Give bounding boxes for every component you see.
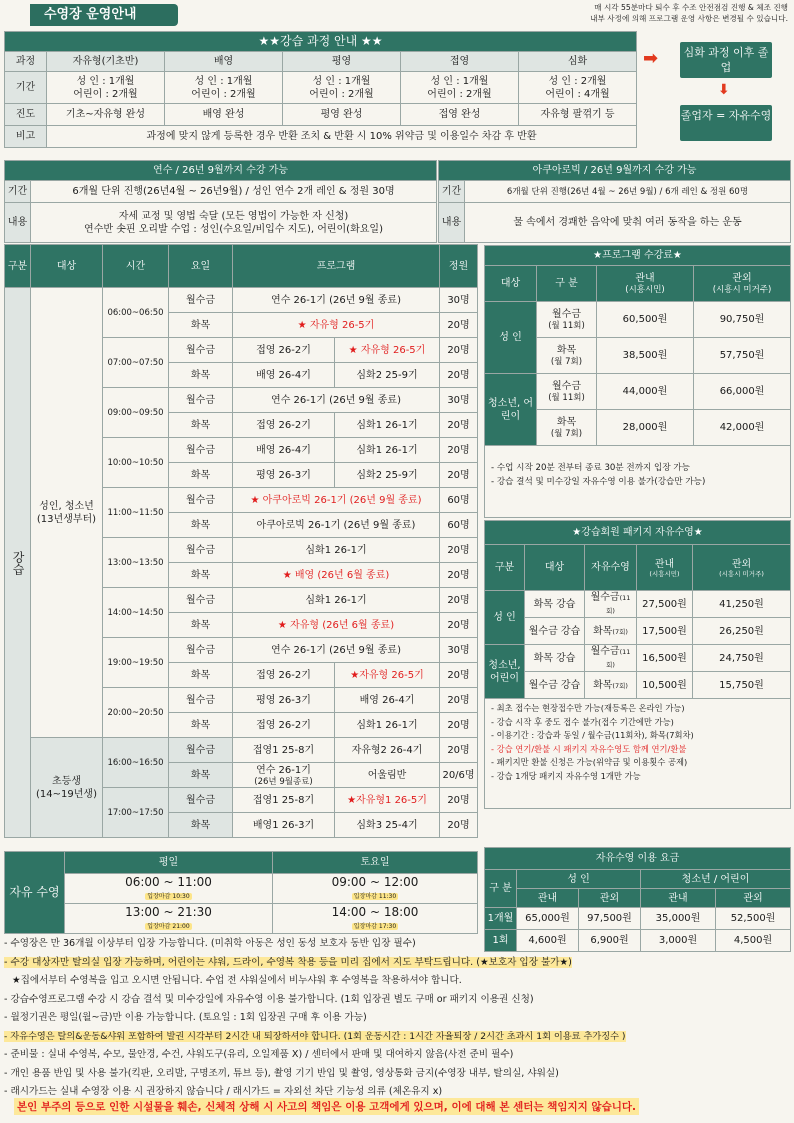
capacity: 20명	[440, 438, 478, 463]
program-name: 배영1 26-3기	[252, 819, 315, 831]
period-child: 어린이 : 2개월	[427, 88, 492, 100]
label: 진도	[5, 104, 47, 126]
program-cell	[233, 813, 335, 838]
fee-value: 44,000원	[597, 374, 694, 410]
time-slot: 14:00~14:50	[103, 588, 169, 638]
col-header: 구 분	[537, 266, 597, 302]
free-fee-title: 자유수영 이용 요금	[485, 848, 791, 870]
program-name: 심화1 26-1기	[305, 544, 367, 556]
period-child: 어린이 : 2개월	[191, 88, 256, 100]
program-cell	[335, 663, 440, 688]
period-adult: 성 인 : 1개월	[430, 75, 489, 87]
target-label: 성인, 청소년 (13년생부터)	[31, 288, 103, 738]
col-header: 관내	[641, 889, 716, 908]
pkg-count: (11회)	[606, 594, 631, 615]
pkg-note: - 강습 연기/환불 시 패키지 자유수영도 함께 연기/환불	[491, 743, 687, 754]
program-name: 심화2 25-9기	[356, 369, 418, 381]
course-period	[283, 72, 401, 104]
capacity: 20명	[440, 538, 478, 563]
fee-value: 4,600원	[517, 930, 579, 952]
col-header: 구분	[485, 545, 525, 591]
note-line: - 수강 대상자만 탈의실 입장 가능하며, 어린이는 샤워, 드라이, 수영복 착용 등을 미리 집에서 지도 부탁드립니다. (★보호자 입장 불가★)	[4, 956, 572, 968]
pkg-count: (11회)	[606, 648, 631, 669]
col-header: 시간	[103, 245, 169, 288]
fee-kind: 월수금	[552, 309, 581, 320]
col-header: 정원	[440, 245, 478, 288]
col-subheader: (시흥시 미거주)	[712, 285, 772, 295]
capacity: 60명	[440, 513, 478, 538]
day-label: 화목	[169, 713, 233, 738]
pkg-note: - 이용기간 : 강습과 동일 / 월수금(11회차), 화목(7회차)	[491, 730, 694, 740]
fee-value: 28,000원	[597, 410, 694, 446]
time-slot: 11:00~11:50	[103, 488, 169, 538]
program-name: 연수 26-1기 (26년 9월 종료)	[271, 294, 401, 306]
program-name: 접영1 25-8기	[252, 794, 315, 806]
note-line: ★집에서부터 수영복을 입고 오시면 안됩니다. 수업 전 샤워실에서 비누샤워 후 수영복을 착용하셔야 합니다.	[12, 975, 462, 986]
col-header: 관외	[579, 889, 641, 908]
period-adult: 성 인 : 1개월	[194, 75, 253, 87]
day-label: 월수금	[169, 588, 233, 613]
free-time: 13:00 ~ 21:30	[125, 904, 212, 919]
fee-sub: (월 7회)	[550, 357, 583, 367]
course-period	[47, 72, 165, 104]
target-label: 성 인	[485, 591, 525, 645]
fee-sub: (월 11회)	[548, 321, 585, 331]
program-cell	[233, 313, 440, 338]
label: 기간	[5, 72, 47, 104]
lesson-content: 연수반 솟핀 오리발 수업 : 성인(수요일/비입수 지도), 어린이(화요일)	[84, 223, 383, 235]
free-swim-table	[4, 851, 478, 934]
program-cell	[335, 788, 440, 813]
capacity: 20명	[440, 663, 478, 688]
course-note: 과정에 맞지 않게 등록한 경우 반환 조치 & 반환 시 10% 위약금 및 이용일수 차감 후 반환	[47, 126, 637, 148]
day-label: 화목	[169, 813, 233, 838]
program-note: (26년 9월종료)	[254, 776, 313, 787]
lesson-info	[4, 160, 437, 243]
pkg-count: (7회)	[612, 681, 628, 690]
program-cell	[335, 813, 440, 838]
pkg-target: 화목 강습	[525, 645, 585, 672]
program-name: ★ 자유형 26-5기	[297, 319, 375, 331]
program-name: 어울림반	[367, 769, 407, 781]
day-label: 화목	[169, 763, 233, 788]
col-header: 자유수영	[585, 545, 637, 591]
day-label: 화목	[169, 463, 233, 488]
program-cell	[233, 763, 335, 788]
aqua-period: 6개월 단위 진행(26년 4월 ~ 26년 9월) / 6개 레인 & 정원 60명	[465, 181, 791, 203]
capacity: 20명	[440, 688, 478, 713]
row-label: 1개월	[485, 908, 517, 930]
capacity: 20명	[440, 313, 478, 338]
fee-table	[484, 245, 791, 518]
pkg-value: 10,500원	[637, 672, 693, 699]
col-header: 청소년 / 어린이	[641, 870, 791, 889]
fee-value: 6,900원	[579, 930, 641, 952]
saturday-header: 토요일	[273, 852, 478, 874]
capacity: 20명	[440, 813, 478, 838]
flow-box-2: 졸업자 = 자유수영	[680, 105, 772, 141]
fee-value: 42,000원	[694, 410, 791, 446]
capacity: 20명	[440, 338, 478, 363]
lesson-content: 자세 교정 및 영법 숙달 (모든 영법이 가능한 자 신청)	[118, 210, 349, 222]
program-name: 접영 26-2기	[256, 669, 311, 681]
program-cell	[233, 513, 440, 538]
schedule-table	[4, 244, 478, 838]
target-label: 초등생 (14~19년생)	[31, 738, 103, 838]
program-cell	[233, 688, 335, 713]
program-name: 평영 26-3기	[256, 694, 311, 706]
period-child: 어린이 : 2개월	[73, 88, 138, 100]
pkg-note: - 강습 시작 후 중도 접수 불가(접수 기간에만 가능)	[491, 716, 674, 727]
program-cell	[233, 488, 440, 513]
day-label: 화목	[169, 663, 233, 688]
program-cell	[335, 463, 440, 488]
package-title: ★강습회원 패키지 자유수영★	[485, 521, 791, 545]
capacity: 20명	[440, 713, 478, 738]
course-progress: 자유형 팔꺾기 등	[519, 104, 637, 126]
note-line: - 개인 용품 반입 및 사용 불가(킥판, 오리발, 구명조끼, 튜브 등), 촬영 기기 반입 및 촬영, 영상통화 금지(수영장 내부, 탈의실, 샤워실)	[4, 1067, 559, 1079]
arrow-right-icon: ➡	[643, 48, 659, 69]
course-progress: 평영 완성	[283, 104, 401, 126]
notice-line-2: 내부 사정에 의해 프로그램 운영 사항은 변경될 수 있습니다.	[590, 14, 788, 23]
flow-box-1: 심화 과정 이후 졸업	[680, 42, 772, 78]
course-name: 심화	[519, 52, 637, 72]
fee-sub: (월 7회)	[550, 429, 583, 439]
pkg-value: 27,500원	[637, 591, 693, 618]
bottom-notes	[4, 935, 784, 1102]
program-cell	[335, 413, 440, 438]
category-label: 강습	[5, 288, 31, 838]
fee-value: 38,500원	[597, 338, 694, 374]
capacity: 20명	[440, 363, 478, 388]
day-label: 월수금	[169, 338, 233, 363]
table-row	[5, 288, 478, 313]
course-progress: 기초~자유형 완성	[47, 104, 165, 126]
note-line: - 강습수영프로그램 수강 시 강습 결석 및 미수강일에 자유수영 이용 불가합니다. (1회 입장권 별도 구매 or 패키지 이용권 신청)	[4, 993, 534, 1005]
day-label: 월수금	[169, 488, 233, 513]
aqua-title: 아쿠아로빅 / 26년 9월까지 수강 가능	[439, 161, 791, 181]
free-time: 09:00 ~ 12:00	[331, 874, 419, 889]
program-cell	[233, 613, 440, 638]
program-name: 배영 26-4기	[359, 694, 415, 706]
fee-sub: (월 11회)	[548, 393, 585, 403]
program-name: 배영 26-4기	[256, 369, 311, 381]
day-label: 화목	[169, 613, 233, 638]
fee-kind: 화목	[556, 417, 577, 428]
fee-value: 97,500원	[579, 908, 641, 930]
pkg-note: - 최초 접수는 현장접수만 가능(재등록은 온라인 가능)	[491, 703, 685, 713]
col-header: 대상	[525, 545, 585, 591]
pkg-target: 월수금 강습	[525, 618, 585, 645]
program-name: ★ 자유형 (26년 6월 종료)	[277, 619, 395, 631]
day-label: 월수금	[169, 538, 233, 563]
note-line: - 준비물 : 실내 수영복, 수모, 물안경, 수건, 샤워도구(유리, 오일제품 X) / 센터에서 판매 및 대여하지 않음(사전 준비 필수)	[4, 1049, 514, 1060]
col-header: 구 분	[485, 870, 517, 908]
capacity: 20명	[440, 788, 478, 813]
free-swim-label: 자유 수영	[5, 852, 65, 934]
col-header: 성 인	[517, 870, 641, 889]
program-name: ★자유형1 26-5기	[347, 794, 427, 806]
capacity: 20명	[440, 413, 478, 438]
pkg-value: 24,750원	[693, 645, 791, 672]
time-slot: 10:00~10:50	[103, 438, 169, 488]
col-header: 관외	[731, 558, 752, 570]
program-name: 접영1 25-8기	[252, 744, 315, 756]
time-slot: 19:00~19:50	[103, 638, 169, 688]
pkg-note: - 패키지만 환불 신청은 가능(위약금 및 이용횟수 공제)	[491, 757, 688, 767]
fee-value: 3,000원	[641, 930, 716, 952]
col-header: 관외	[732, 273, 752, 284]
aqua-content: 물 속에서 경쾌한 음악에 맞춰 여러 동작을 하는 운동	[465, 203, 791, 243]
capacity: 20/6명	[440, 763, 478, 788]
time-slot: 13:00~13:50	[103, 538, 169, 588]
capacity: 20명	[440, 463, 478, 488]
free-time: 14:00 ~ 18:00	[331, 904, 419, 919]
pkg-value: 41,250원	[693, 591, 791, 618]
label: 기간	[439, 181, 465, 203]
free-time: 06:00 ~ 11:00	[125, 874, 212, 889]
day-label: 화목	[169, 563, 233, 588]
course-period	[519, 72, 637, 104]
label: 내용	[5, 203, 31, 243]
day-label: 월수금	[169, 388, 233, 413]
pkg-value: 17,500원	[637, 618, 693, 645]
course-name: 평영	[283, 52, 401, 72]
pkg-free: 화목	[593, 679, 613, 691]
program-name: 심화1 26-1기	[356, 719, 418, 731]
entry-deadline: 입장마감 21:00	[147, 922, 190, 930]
program-name: 접영 26-2기	[256, 719, 311, 731]
table-row	[5, 738, 478, 763]
day-label: 월수금	[169, 638, 233, 663]
fee-note: - 수업 시작 20분 전부터 종료 30분 전까지 입장 가능	[491, 463, 690, 473]
capacity: 30명	[440, 288, 478, 313]
course-name: 자유형(기초반)	[47, 52, 165, 72]
program-cell	[233, 788, 335, 813]
notice-line-1: 매 시각 55분마다 퇴수 후 수조 안전점검 진행 & 체조 진행	[594, 3, 788, 12]
day-label: 화목	[169, 363, 233, 388]
day-label: 화목	[169, 313, 233, 338]
col-subheader: (시흥시민)	[649, 569, 680, 578]
label: 과정	[5, 52, 47, 72]
time-slot: 07:00~07:50	[103, 338, 169, 388]
capacity: 30명	[440, 638, 478, 663]
lesson-period: 6개월 단위 진행(26년4월 ~ 26년9월) / 성인 연수 2개 레인 & 정원 30명	[31, 181, 437, 203]
note-line: - 월정기권은 평일(월~금)만 이용 가능합니다. (토요일 : 1회 입장권 구매 후 이용 가능)	[4, 1012, 367, 1023]
capacity: 20명	[440, 738, 478, 763]
col-header: 관내	[635, 273, 655, 284]
pkg-value: 26,250원	[693, 618, 791, 645]
program-cell	[335, 338, 440, 363]
program-name: 연수 26-1기 (26년 9월 종료)	[271, 644, 401, 656]
pkg-value: 15,750원	[693, 672, 791, 699]
col-header: 대상	[485, 266, 537, 302]
day-label: 월수금	[169, 788, 233, 813]
program-name: 심화2 25-9기	[356, 469, 418, 481]
program-name: 배영 26-4기	[256, 444, 311, 456]
program-name: 심화1 26-1기	[356, 444, 418, 456]
fee-value: 90,750원	[694, 302, 791, 338]
col-subheader: (시흥시 미거주)	[719, 569, 764, 578]
fee-value: 52,500원	[716, 908, 791, 930]
course-progress: 배영 완성	[165, 104, 283, 126]
program-cell	[233, 463, 335, 488]
pkg-free: 월수금	[590, 646, 620, 657]
row-label: 1회	[485, 930, 517, 952]
program-name: 심화1 26-1기	[305, 594, 367, 606]
fee-value: 57,750원	[694, 338, 791, 374]
program-cell	[233, 663, 335, 688]
pkg-value: 16,500원	[637, 645, 693, 672]
program-cell	[335, 713, 440, 738]
col-header: 프로그램	[233, 245, 440, 288]
course-title: ★★강습 과정 안내 ★★	[5, 32, 637, 52]
program-name: 접영 26-2기	[256, 344, 311, 356]
capacity: 20명	[440, 588, 478, 613]
lesson-title: 연수 / 26년 9월까지 수강 가능	[5, 161, 437, 181]
program-cell	[233, 738, 335, 763]
program-name: 아쿠아로빅 26-1기 (26년 9월 종료)	[256, 519, 416, 531]
program-name: 연수 26-1기	[256, 764, 311, 776]
fee-title: ★프로그램 수강료★	[485, 246, 791, 266]
weekday-header: 평일	[65, 852, 273, 874]
program-name: 심화1 26-1기	[356, 419, 418, 431]
program-cell	[335, 763, 440, 788]
capacity: 60명	[440, 488, 478, 513]
note-line: - 래시가드는 실내 수영장 이용 시 권장하지 않습니다 / 래시가드 = 자외선 차단 기능성 의류 (체온유지 x)	[4, 1086, 443, 1097]
col-header: 대상	[31, 245, 103, 288]
entry-deadline: 입장마감 10:30	[147, 892, 190, 900]
package-table	[484, 520, 791, 809]
time-slot: 20:00~20:50	[103, 688, 169, 738]
period-adult: 성 인 : 2개월	[548, 75, 607, 87]
program-name: ★ 자유형 26-5기	[348, 344, 426, 356]
course-progress: 접영 완성	[401, 104, 519, 126]
program-cell	[233, 713, 335, 738]
fee-value: 35,000원	[641, 908, 716, 930]
col-header: 요일	[169, 245, 233, 288]
program-cell	[233, 538, 440, 563]
program-cell	[233, 438, 335, 463]
target-label: 성 인	[485, 302, 537, 374]
day-label: 월수금	[169, 288, 233, 313]
day-label: 월수금	[169, 688, 233, 713]
program-cell	[233, 563, 440, 588]
col-subheader: (시흥시민)	[625, 285, 665, 295]
entry-deadline: 입장마감 11:30	[353, 892, 397, 900]
program-cell	[335, 738, 440, 763]
program-name: ★자유형 26-5기	[350, 669, 424, 681]
day-label: 화목	[169, 513, 233, 538]
fee-kind: 화목	[556, 345, 577, 356]
program-cell	[233, 288, 440, 313]
course-table	[4, 31, 637, 148]
fee-note: - 강습 결석 및 미수강일 자유수영 이용 불가(강습만 가능)	[491, 476, 706, 487]
program-cell	[233, 588, 440, 613]
col-header: 구분	[5, 245, 31, 288]
page-title: 수영장 운영안내	[30, 4, 178, 26]
period-child: 어린이 : 2개월	[309, 88, 374, 100]
fee-value: 65,000원	[517, 908, 579, 930]
course-period	[165, 72, 283, 104]
program-cell	[233, 413, 335, 438]
label: 비고	[5, 126, 47, 148]
fee-value: 4,500원	[716, 930, 791, 952]
program-cell	[335, 363, 440, 388]
col-header: 관내	[654, 558, 675, 570]
pkg-target: 화목 강습	[525, 591, 585, 618]
time-slot: 17:00~17:50	[103, 788, 169, 838]
program-cell	[335, 438, 440, 463]
course-period	[401, 72, 519, 104]
pkg-count: (7회)	[612, 627, 628, 636]
capacity: 20명	[440, 563, 478, 588]
fee-kind: 월수금	[552, 381, 581, 392]
program-cell	[233, 388, 440, 413]
capacity: 20명	[440, 613, 478, 638]
period-adult: 성 인 : 1개월	[76, 75, 135, 87]
target-label: 청소년, 어린이	[485, 374, 537, 446]
entry-deadline: 입장마감 17:30	[353, 922, 397, 930]
fee-value: 66,000원	[694, 374, 791, 410]
course-name: 접영	[401, 52, 519, 72]
period-adult: 성 인 : 1개월	[312, 75, 371, 87]
target-label: 청소년, 어린이	[485, 645, 525, 699]
course-name: 배영	[165, 52, 283, 72]
pkg-note: - 강습 1개당 패키지 자유수영 1개만 가능	[491, 770, 641, 781]
pkg-target: 월수금 강습	[525, 672, 585, 699]
warning-note: 본인 부주의 등으로 인한 시설물을 훼손, 신체적 상해 시 사고의 책임은 이용 고객에게 있으며, 이에 대해 본 센터는 책임지지 않습니다.	[14, 1098, 639, 1115]
col-header: 관내	[517, 889, 579, 908]
notice	[488, 2, 788, 24]
program-name: ★ 아쿠아로빅 26-1기 (26년 9월 종료)	[250, 494, 422, 506]
period-child: 어린이 : 4개월	[545, 88, 610, 100]
day-label: 화목	[169, 413, 233, 438]
fee-value: 60,500원	[597, 302, 694, 338]
program-name: 심화3 25-4기	[356, 819, 418, 831]
program-cell	[233, 638, 440, 663]
program-name: 접영 26-2기	[256, 419, 311, 431]
program-name: 자유형2 26-4기	[351, 744, 423, 756]
label: 기간	[5, 181, 31, 203]
arrow-down-icon: ⬇	[718, 82, 730, 98]
program-name: ★ 배영 (26년 6월 종료)	[282, 569, 390, 581]
day-label: 월수금	[169, 438, 233, 463]
time-slot: 06:00~06:50	[103, 288, 169, 338]
day-label: 월수금	[169, 738, 233, 763]
aqua-info	[438, 160, 791, 243]
program-name: 평영 26-3기	[256, 469, 311, 481]
pkg-free: 월수금	[590, 592, 620, 603]
pkg-free: 화목	[593, 625, 613, 637]
note-line: - 수영장은 만 36개월 이상부터 입장 가능합니다. (미취학 아동은 성인 동성 보호자 동반 입장 필수)	[4, 938, 416, 949]
program-cell	[335, 688, 440, 713]
label: 내용	[439, 203, 465, 243]
program-cell	[233, 363, 335, 388]
program-name: 연수 26-1기 (26년 9월 종료)	[271, 394, 401, 406]
capacity: 30명	[440, 388, 478, 413]
time-slot: 16:00~16:50	[103, 738, 169, 788]
note-line: - 자유수영은 탈의&운동&샤워 포함하여 발권 시각부터 2시간 내 퇴장하셔야 합니다. (1회 운동시간 : 1시간 자율퇴장 / 2시간 초과시 1회 이용료 추가징수 )	[4, 1030, 626, 1042]
program-cell	[233, 338, 335, 363]
time-slot: 09:00~09:50	[103, 388, 169, 438]
col-header: 관외	[716, 889, 791, 908]
